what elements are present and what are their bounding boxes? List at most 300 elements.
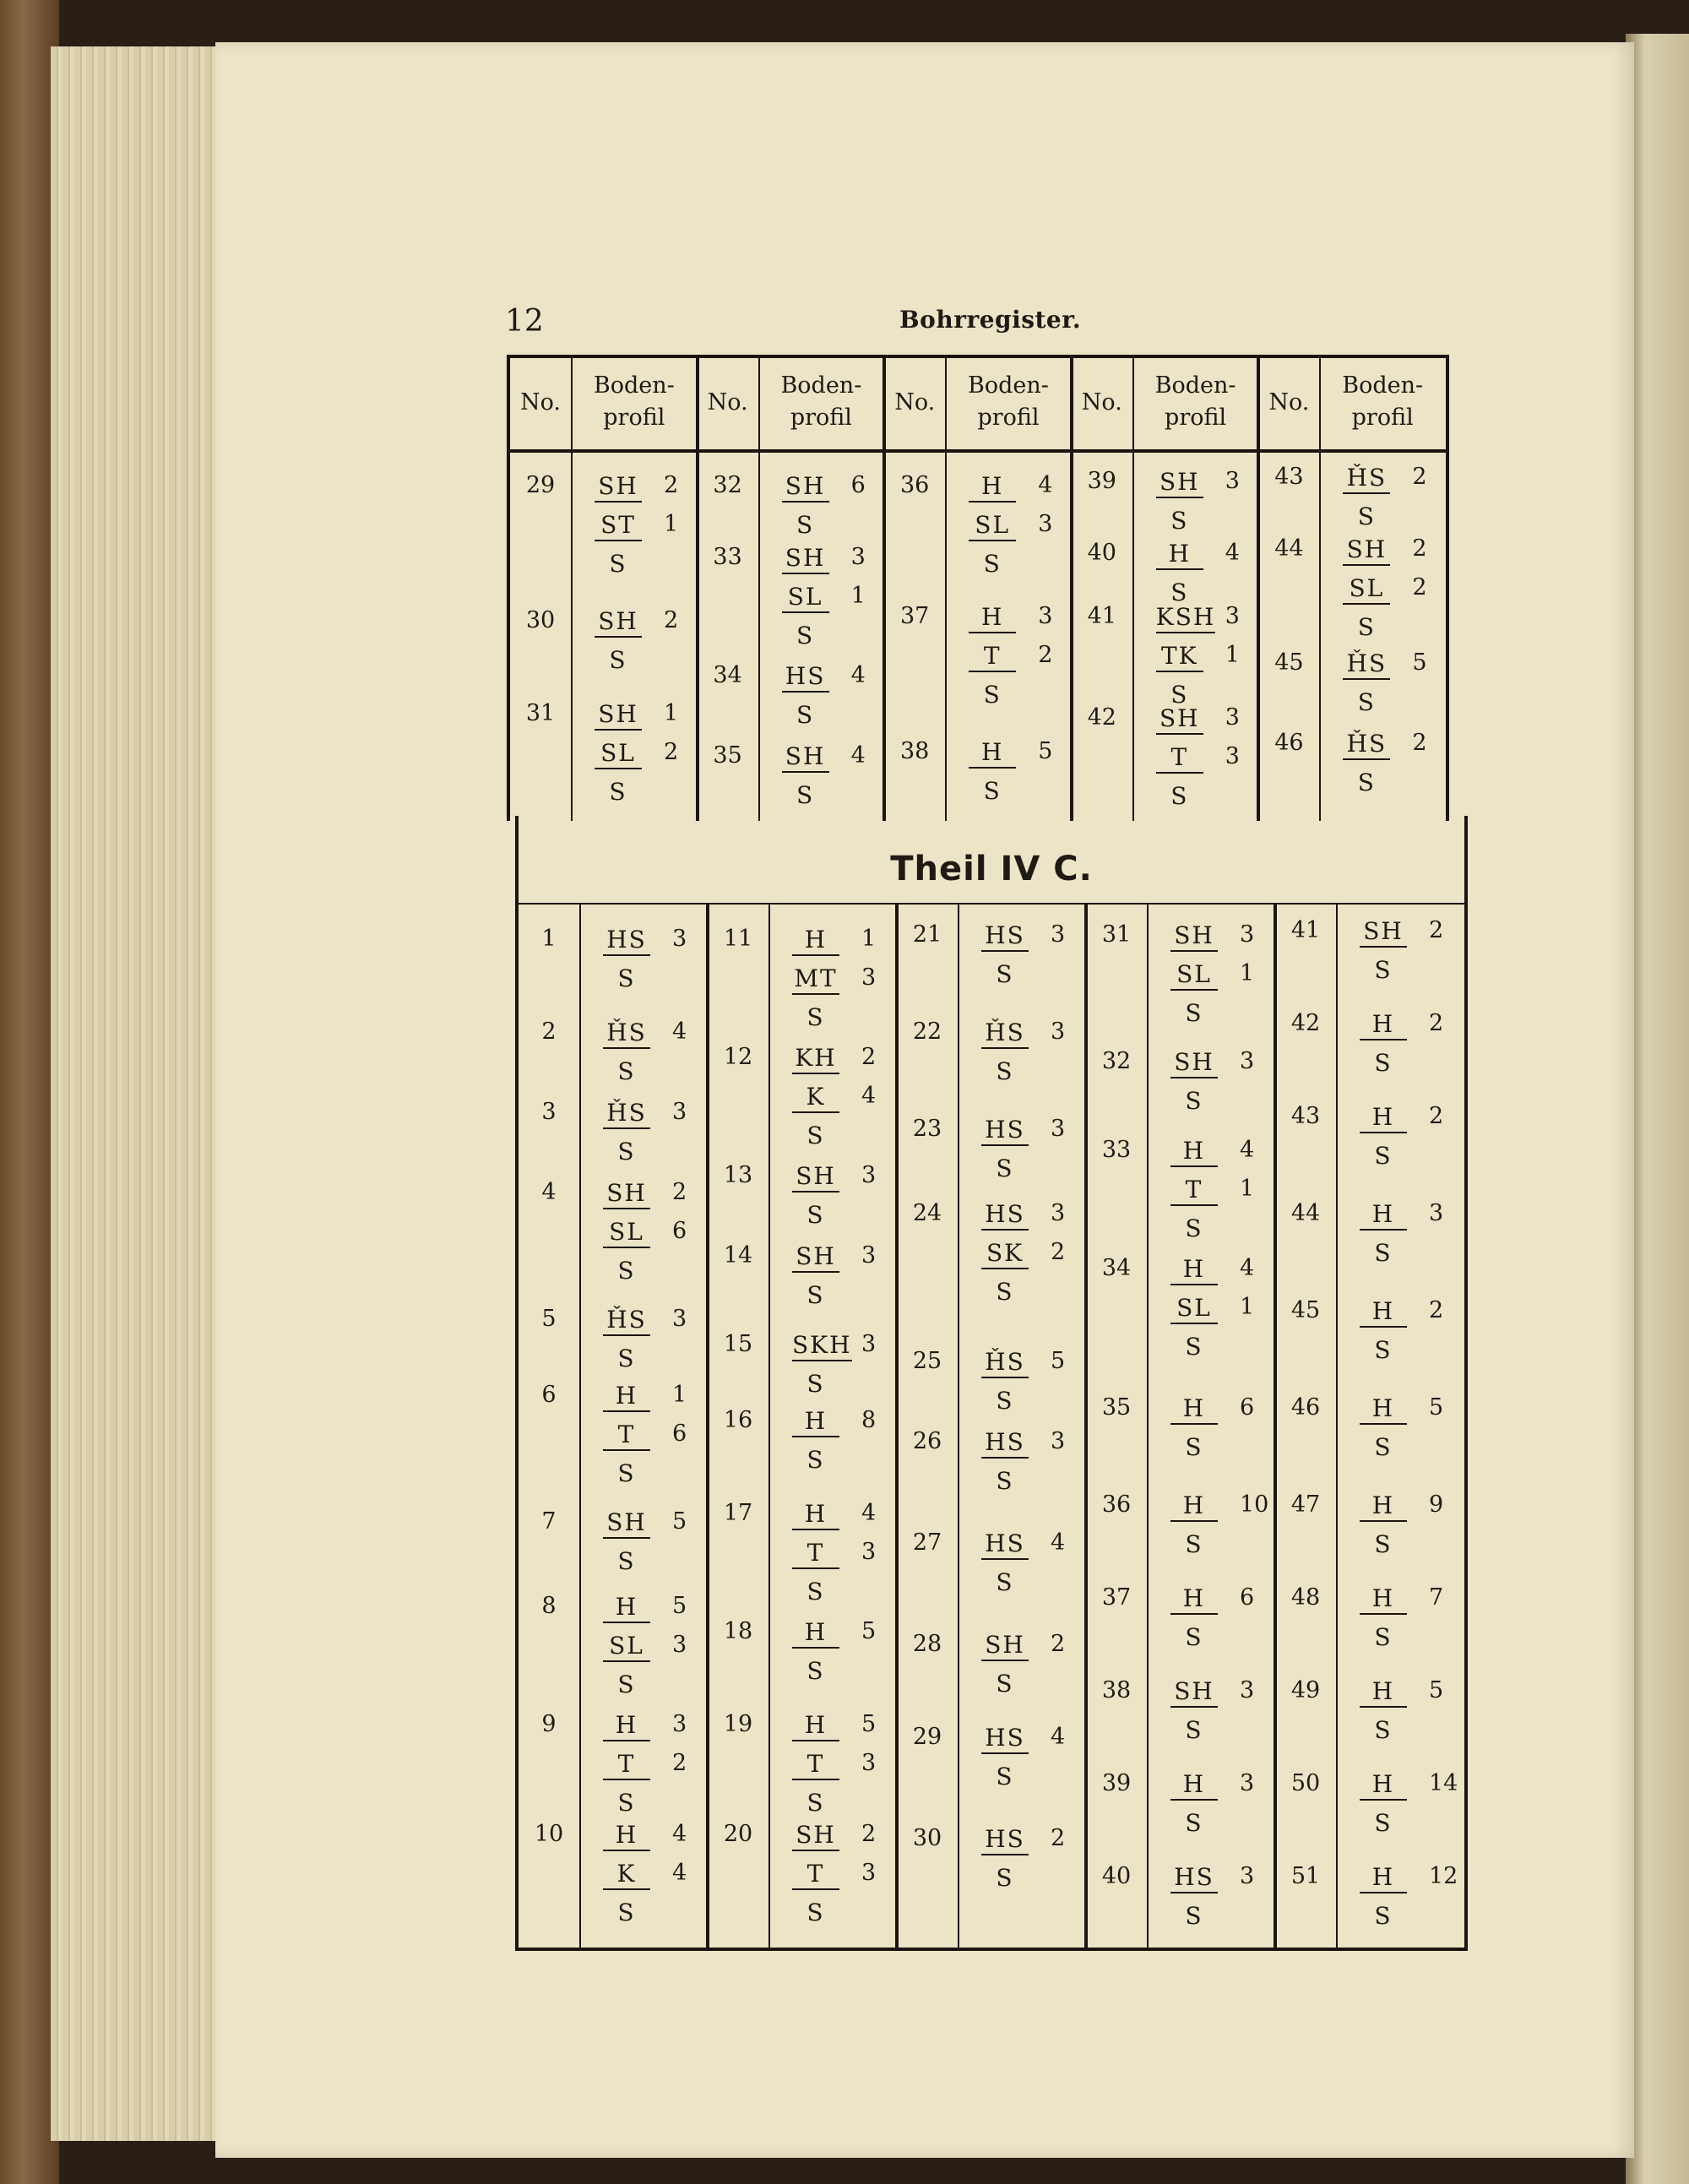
soil-layer: S <box>1374 1902 1393 1930</box>
row-number: 34 <box>1101 1255 1132 1281</box>
soil-layer: SL <box>1170 1294 1218 1324</box>
row-number: 48 <box>1290 1584 1321 1611</box>
soil-layer: S <box>806 1370 825 1398</box>
soil-layer: S <box>806 1201 825 1229</box>
layer-depth: 1 <box>1240 1294 1255 1320</box>
soil-layer: S <box>806 1122 825 1149</box>
soil-layer: HS <box>981 1428 1029 1459</box>
row-number: 22 <box>912 1019 942 1045</box>
no-column-divider <box>1336 903 1338 1948</box>
layer-depth: 3 <box>1225 704 1240 731</box>
soil-layer: H <box>603 1711 650 1741</box>
layer-depth: 5 <box>861 1618 877 1644</box>
soil-layer: S <box>617 1057 636 1085</box>
soil-layer: S <box>983 777 1002 805</box>
soil-layer: S <box>1374 956 1393 984</box>
column-divider <box>895 903 899 1948</box>
upper-register-table <box>507 355 1449 821</box>
soil-layer: H <box>792 1618 839 1649</box>
layer-depth: 3 <box>1225 603 1240 629</box>
soil-layer: H <box>1170 1584 1218 1615</box>
layer-depth: 2 <box>664 607 679 633</box>
soil-layer: HS <box>603 926 650 956</box>
layer-depth: 5 <box>1412 649 1427 676</box>
header-no: No. <box>520 389 561 416</box>
row-number: 32 <box>713 472 742 498</box>
layer-depth: 8 <box>861 1407 877 1433</box>
row-number: 36 <box>1101 1491 1132 1518</box>
soil-layer: SH <box>1170 1677 1218 1708</box>
soil-layer: S <box>1170 579 1189 606</box>
row-number: 34 <box>713 662 742 688</box>
soil-layer: TK <box>1156 642 1203 672</box>
soil-layer: S <box>617 1345 636 1372</box>
no-column-divider <box>768 903 770 1948</box>
layer-depth: 10 <box>1240 1491 1269 1518</box>
soil-layer: S <box>1185 1623 1203 1651</box>
layer-depth: 5 <box>1051 1348 1066 1374</box>
soil-layer: S <box>806 1281 825 1309</box>
layer-depth: 4 <box>850 662 866 688</box>
row-number: 21 <box>912 921 942 948</box>
soil-layer: S <box>1374 1809 1393 1837</box>
layer-depth: 1 <box>1240 960 1255 986</box>
row-number: 39 <box>1101 1770 1132 1796</box>
layer-depth: 5 <box>672 1508 687 1535</box>
row-number: 40 <box>1101 1863 1132 1889</box>
soil-layer: S <box>806 1446 825 1474</box>
soil-layer: S <box>983 550 1002 578</box>
row-number: 18 <box>723 1618 753 1644</box>
layer-depth: 3 <box>850 544 866 570</box>
row-number: 40 <box>1087 540 1116 566</box>
header-boden: Boden- <box>593 372 675 399</box>
soil-layer: S <box>996 1387 1014 1415</box>
layer-depth: 9 <box>1429 1491 1444 1518</box>
header-boden: Boden- <box>1154 372 1236 399</box>
row-number: 45 <box>1290 1297 1321 1323</box>
layer-depth: 3 <box>861 1242 877 1269</box>
soil-layer: S <box>996 1278 1014 1306</box>
soil-layer: H <box>1170 1255 1218 1285</box>
layer-depth: 2 <box>1051 1825 1066 1851</box>
row-number: 39 <box>1087 468 1116 494</box>
soil-layer: HS <box>782 662 829 693</box>
layer-depth: 1 <box>664 511 679 537</box>
soil-layer: S <box>617 964 636 992</box>
layer-depth: 2 <box>1038 642 1053 668</box>
soil-layer: S <box>996 1670 1014 1698</box>
layer-depth: 3 <box>861 1331 877 1357</box>
soil-layer: S <box>617 1899 636 1926</box>
header-bodenprofil <box>1319 370 1446 434</box>
soil-layer: S <box>1185 1433 1203 1461</box>
row-number: 20 <box>723 1821 753 1847</box>
layer-depth: 3 <box>1240 1048 1255 1074</box>
layer-depth: 2 <box>1412 464 1427 490</box>
soil-layer: T <box>603 1750 650 1780</box>
row-number: 7 <box>541 1508 557 1535</box>
layer-depth: 2 <box>1429 1297 1444 1323</box>
layer-depth: 3 <box>1051 1019 1066 1045</box>
soil-layer: S <box>1374 1433 1393 1461</box>
soil-layer: H <box>792 1500 839 1530</box>
soil-layer: H <box>1360 1297 1407 1328</box>
soil-layer: ȞS <box>981 1348 1029 1378</box>
row-number: 43 <box>1274 464 1304 490</box>
row-number: 51 <box>1290 1863 1321 1889</box>
header-profil: profil <box>1351 405 1414 431</box>
row-number: 10 <box>534 1821 564 1847</box>
layer-depth: 2 <box>1429 917 1444 943</box>
lower-register-table <box>515 816 1468 1951</box>
soil-layer: H <box>1170 1770 1218 1801</box>
layer-depth: 6 <box>1240 1584 1255 1611</box>
soil-layer: T <box>792 1539 839 1569</box>
section-rule <box>519 903 1464 905</box>
row-number: 37 <box>900 603 930 629</box>
row-number: 8 <box>541 1593 557 1619</box>
row-number: 17 <box>723 1500 753 1526</box>
soil-layer: S <box>806 1578 825 1605</box>
soil-layer: ȞS <box>1343 464 1390 494</box>
row-number: 1 <box>541 926 557 952</box>
row-number: 33 <box>713 544 742 570</box>
soil-layer: S <box>996 1057 1014 1085</box>
layer-depth: 3 <box>1051 1428 1066 1454</box>
soil-layer: S <box>1374 1049 1393 1077</box>
row-number: 25 <box>912 1348 942 1374</box>
no-column-divider <box>1147 903 1149 1948</box>
layer-depth: 3 <box>1429 1200 1444 1226</box>
soil-layer: H <box>792 1407 839 1437</box>
soil-layer: KSH <box>1156 603 1216 633</box>
soil-layer: S <box>617 1459 636 1487</box>
layer-depth: 3 <box>1038 511 1053 537</box>
layer-depth: 1 <box>672 1382 687 1408</box>
soil-layer: H <box>1170 1394 1218 1425</box>
soil-layer: T <box>792 1860 839 1890</box>
layer-depth: 4 <box>1240 1255 1255 1281</box>
soil-layer: K <box>603 1860 650 1890</box>
layer-depth: 3 <box>672 926 687 952</box>
soil-layer: SH <box>1156 468 1203 498</box>
row-number: 6 <box>541 1382 557 1408</box>
row-number: 50 <box>1290 1770 1321 1796</box>
layer-depth: 2 <box>1412 730 1427 756</box>
soil-layer: S <box>806 1657 825 1685</box>
soil-layer: S <box>1357 769 1376 796</box>
row-number: 46 <box>1290 1394 1321 1421</box>
layer-depth: 3 <box>1240 921 1255 948</box>
layer-depth: 2 <box>1051 1239 1066 1265</box>
soil-layer: SH <box>782 742 829 773</box>
row-number: 38 <box>900 738 930 764</box>
header-bodenprofil <box>571 370 698 434</box>
layer-depth: 1 <box>850 583 866 609</box>
page-title: Bohrregister. <box>899 306 1082 334</box>
row-number: 28 <box>912 1631 942 1657</box>
layer-depth: 3 <box>861 964 877 991</box>
soil-layer: H <box>1360 1010 1407 1040</box>
soil-layer: T <box>1170 1176 1218 1206</box>
soil-layer: S <box>796 781 815 809</box>
soil-layer: K <box>792 1083 839 1113</box>
layer-depth: 3 <box>672 1711 687 1737</box>
soil-layer: SH <box>1170 1048 1218 1078</box>
soil-layer: S <box>1185 1809 1203 1837</box>
header-rule <box>510 449 1446 453</box>
row-number: 42 <box>1087 704 1116 731</box>
soil-layer: S <box>609 778 627 806</box>
soil-layer: SL <box>782 583 829 613</box>
soil-layer: S <box>1374 1239 1393 1267</box>
soil-layer: S <box>617 1547 636 1575</box>
soil-layer: H <box>969 472 1016 503</box>
layer-depth: 3 <box>861 1750 877 1776</box>
row-number: 45 <box>1274 649 1304 676</box>
soil-layer: SH <box>792 1821 839 1851</box>
layer-depth: 1 <box>1240 1176 1255 1202</box>
soil-layer: SKH <box>792 1331 852 1361</box>
column-divider <box>1084 903 1088 1948</box>
layer-depth: 2 <box>861 1821 877 1847</box>
soil-layer: SL <box>1170 960 1218 991</box>
row-number: 15 <box>723 1331 753 1357</box>
soil-layer: S <box>1185 1902 1203 1930</box>
row-number: 31 <box>525 700 556 726</box>
row-number: 16 <box>723 1407 753 1433</box>
layer-depth: 3 <box>861 1162 877 1188</box>
row-number: 46 <box>1274 730 1304 756</box>
soil-layer: SH <box>792 1242 839 1273</box>
soil-layer: S <box>1357 613 1376 641</box>
soil-layer: S <box>806 1899 825 1926</box>
page-number: 12 <box>505 304 544 339</box>
soil-layer: H <box>1360 1200 1407 1231</box>
soil-layer: SH <box>595 472 642 503</box>
soil-layer: S <box>996 1154 1014 1182</box>
soil-layer: SL <box>603 1632 650 1662</box>
layer-depth: 3 <box>1051 1200 1066 1226</box>
layer-depth: 3 <box>1240 1677 1255 1703</box>
soil-layer: S <box>983 681 1002 709</box>
layer-depth: 5 <box>1429 1677 1444 1703</box>
layer-depth: 5 <box>1429 1394 1444 1421</box>
soil-layer: S <box>1170 681 1189 709</box>
layer-depth: 6 <box>850 472 866 498</box>
soil-layer: S <box>1185 1087 1203 1115</box>
soil-layer: SH <box>782 544 829 574</box>
soil-layer: H <box>1360 1863 1407 1893</box>
row-number: 31 <box>1101 921 1132 948</box>
soil-layer: SH <box>603 1508 650 1539</box>
layer-depth: 4 <box>1038 472 1053 498</box>
soil-layer: S <box>1170 507 1189 535</box>
row-number: 2 <box>541 1019 557 1045</box>
header-bodenprofil <box>758 370 885 434</box>
soil-layer: H <box>1170 1491 1218 1522</box>
row-number: 44 <box>1274 535 1304 562</box>
layer-depth: 2 <box>1412 535 1427 562</box>
row-number: 14 <box>723 1242 753 1269</box>
layer-depth: 14 <box>1429 1770 1458 1796</box>
soil-layer: SH <box>603 1179 650 1209</box>
soil-layer: SH <box>981 1631 1029 1661</box>
soil-layer: S <box>1170 782 1189 810</box>
column-divider <box>1274 903 1277 1948</box>
row-number: 36 <box>900 472 930 498</box>
row-number: 9 <box>541 1711 557 1737</box>
soil-layer: S <box>796 701 815 729</box>
soil-layer: HS <box>981 1116 1029 1146</box>
row-number: 49 <box>1290 1677 1321 1703</box>
column-divider <box>706 903 709 1948</box>
layer-depth: 4 <box>1051 1724 1066 1750</box>
layer-depth: 4 <box>672 1860 687 1886</box>
row-number: 29 <box>912 1724 942 1750</box>
header-boden: Boden- <box>780 372 862 399</box>
row-number: 38 <box>1101 1677 1132 1703</box>
header-no: No. <box>1268 389 1310 416</box>
header-boden: Boden- <box>968 372 1049 399</box>
layer-depth: 4 <box>861 1083 877 1109</box>
header-no: No. <box>1081 389 1122 416</box>
soil-layer: ȞS <box>981 1019 1029 1049</box>
row-number: 19 <box>723 1711 753 1737</box>
layer-depth: 3 <box>861 1860 877 1886</box>
header-bodenprofil <box>945 370 1072 434</box>
soil-layer: S <box>617 1671 636 1698</box>
soil-layer: SL <box>1343 574 1390 605</box>
soil-layer: S <box>996 1763 1014 1790</box>
soil-layer: ȞS <box>603 1306 650 1336</box>
soil-layer: S <box>617 1138 636 1165</box>
soil-layer: SH <box>1170 921 1218 952</box>
soil-layer: S <box>1357 688 1376 716</box>
soil-layer: SH <box>595 700 642 731</box>
layer-depth: 2 <box>1051 1631 1066 1657</box>
soil-layer: T <box>603 1421 650 1451</box>
layer-depth: 2 <box>672 1750 687 1776</box>
header-profil: profil <box>603 405 665 431</box>
layer-depth: 2 <box>664 472 679 498</box>
no-column-divider <box>958 903 959 1948</box>
soil-layer: HS <box>981 1529 1029 1560</box>
soil-layer: HS <box>1170 1863 1218 1893</box>
soil-layer: S <box>996 1864 1014 1892</box>
soil-layer: H <box>969 603 1016 633</box>
row-number: 43 <box>1290 1103 1321 1129</box>
layer-depth: 5 <box>672 1593 687 1619</box>
soil-layer: H <box>1360 1677 1407 1708</box>
layer-depth: 2 <box>664 739 679 765</box>
row-number: 5 <box>541 1306 557 1332</box>
row-number: 11 <box>723 926 753 952</box>
soil-layer: S <box>796 511 815 539</box>
soil-layer: H <box>603 1382 650 1412</box>
soil-layer: SL <box>595 739 642 769</box>
layer-depth: 6 <box>1240 1394 1255 1421</box>
soil-layer: H <box>1360 1584 1407 1615</box>
soil-layer: SH <box>782 472 829 503</box>
layer-depth: 3 <box>1240 1770 1255 1796</box>
soil-layer: H <box>603 1593 650 1623</box>
row-number: 12 <box>723 1044 753 1070</box>
row-number: 13 <box>723 1162 753 1188</box>
section-title: Theil IV C. <box>890 850 1093 888</box>
soil-layer: S <box>1185 1214 1203 1242</box>
row-number: 29 <box>525 472 556 498</box>
soil-layer: SL <box>603 1218 650 1248</box>
row-number: 30 <box>912 1825 942 1851</box>
row-number: 32 <box>1101 1048 1132 1074</box>
soil-layer: ȞS <box>603 1019 650 1049</box>
layer-depth: 1 <box>1225 642 1240 668</box>
header-profil: profil <box>790 405 852 431</box>
soil-layer: S <box>996 960 1014 988</box>
row-number: 4 <box>541 1179 557 1205</box>
header-profil: profil <box>977 405 1040 431</box>
layer-depth: 3 <box>672 1632 687 1658</box>
soil-layer: S <box>796 622 815 649</box>
soil-layer: H <box>1170 1137 1218 1167</box>
layer-depth: 4 <box>1225 540 1240 566</box>
no-column-divider <box>579 903 581 1948</box>
row-number: 37 <box>1101 1584 1132 1611</box>
header-boden: Boden- <box>1342 372 1424 399</box>
soil-layer: S <box>1185 1530 1203 1558</box>
row-number: 30 <box>525 607 556 633</box>
soil-layer: SH <box>1343 535 1390 566</box>
layer-depth: 3 <box>1225 743 1240 769</box>
soil-layer: S <box>617 1257 636 1285</box>
layer-depth: 4 <box>672 1019 687 1045</box>
soil-layer: S <box>996 1467 1014 1495</box>
layer-depth: 2 <box>672 1179 687 1205</box>
soil-layer: HS <box>981 921 1029 952</box>
right-page-edge <box>1626 34 1689 2184</box>
layer-depth: 3 <box>672 1306 687 1332</box>
layer-depth: 12 <box>1429 1863 1458 1889</box>
row-number: 33 <box>1101 1137 1132 1163</box>
soil-layer: S <box>1374 1623 1393 1651</box>
soil-layer: ȞS <box>603 1099 650 1129</box>
soil-layer: S <box>1185 1333 1203 1361</box>
soil-layer: ST <box>595 511 642 541</box>
soil-layer: KH <box>792 1044 839 1074</box>
soil-layer: HS <box>981 1200 1029 1231</box>
row-number: 41 <box>1290 917 1321 943</box>
soil-layer: T <box>1156 743 1203 774</box>
layer-depth: 2 <box>1429 1103 1444 1129</box>
soil-layer: MT <box>792 964 839 995</box>
layer-depth: 2 <box>1429 1010 1444 1036</box>
soil-layer: T <box>792 1750 839 1780</box>
layer-depth: 7 <box>1429 1584 1444 1611</box>
layer-depth: 3 <box>1051 1116 1066 1142</box>
soil-layer: SH <box>595 607 642 638</box>
row-number: 35 <box>713 742 742 769</box>
soil-layer: H <box>1156 540 1203 570</box>
layer-depth: 4 <box>1240 1137 1255 1163</box>
soil-layer: S <box>1185 1716 1203 1744</box>
layer-depth: 3 <box>1051 921 1066 948</box>
layer-depth: 3 <box>861 1539 877 1565</box>
header-bodenprofil <box>1132 370 1259 434</box>
layer-depth: 3 <box>1038 603 1053 629</box>
row-number: 23 <box>912 1116 942 1142</box>
